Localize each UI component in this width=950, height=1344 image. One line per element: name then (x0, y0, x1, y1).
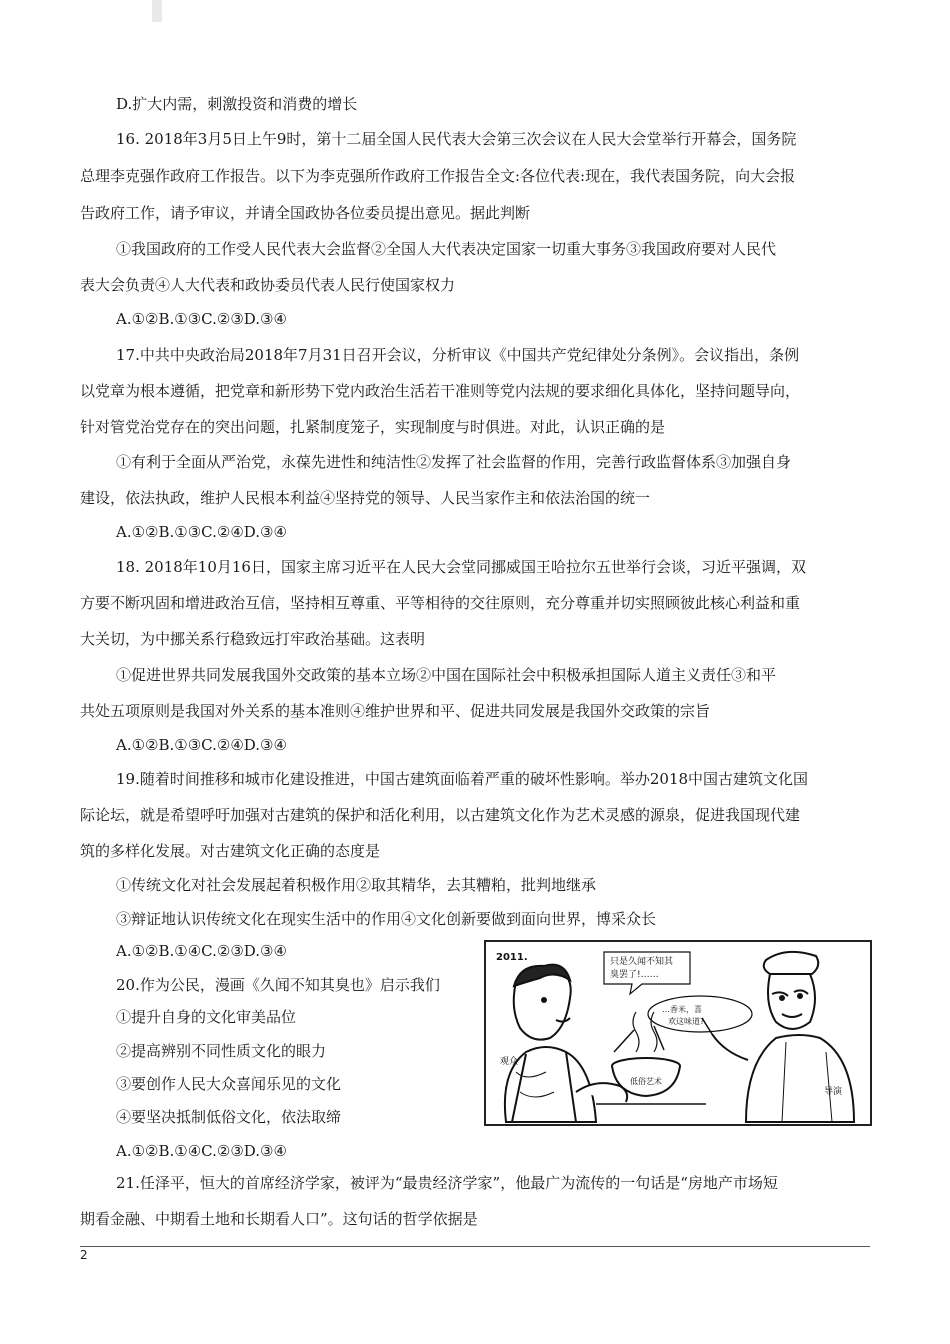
speech-bubble-2 (648, 996, 752, 1032)
page-number: 2 (80, 1248, 88, 1262)
cartoon-label-director: 导演 (824, 1087, 843, 1097)
cartoon-drawing (486, 942, 870, 1124)
bubble-1-line-2: 臭罢了!…… (610, 970, 659, 980)
question-19-statements-2: ③辩证地认识传统文化在现实生活中的作用④文化创新要做到面向世界，博采众长 (116, 910, 657, 928)
question-21-line-2: 期看金融、中期看土地和长期看人口”。这句话的哲学依据是 (80, 1210, 478, 1228)
question-19-line-1: 19.随着时间推移和城市化建设推进，中国古建筑面临着严重的破坏性影响。举办2018中国古建筑文化国 (116, 770, 809, 788)
question-19-line-3: 筑的多样化发展。对古建筑文化正确的态度是 (80, 842, 381, 860)
speech-bubble-1 (604, 952, 690, 994)
question-17-statements-1: ①有利于全面从严治党，永葆先进性和纯洁性②发挥了社会监督的作用，完善行政监督体系③加强自身 (116, 453, 792, 471)
question-16-statements-2: 表大会负责④人大代表和政协委员代表人民行使国家权力 (80, 276, 456, 294)
scan-mark (152, 0, 162, 22)
question-20-statement-1: ①提升自身的文化审美品位 (116, 1008, 297, 1026)
bubble-2-line-2: 欢这味道? (668, 1017, 705, 1026)
question-16-line-3: 告政府工作，请予审议，并请全国政协各位委员提出意见。据此判断 (80, 204, 531, 222)
question-20-statement-2: ②提高辨别不同性质文化的眼力 (116, 1042, 327, 1060)
question-18-statements-1: ①促进世界共同发展我国外交政策的基本立场②中国在国际社会中积极承担国际人道主义责任③和平 (116, 666, 777, 684)
question-17-options: A.①②B.①③C.②④D.③④ (116, 523, 287, 541)
question-17-line-3: 针对管党治党存在的突出问题，扎紧制度笼子，实现制度与时俱进。对此，认识正确的是 (80, 418, 666, 436)
question-16-line-2: 总理李克强作政府工作报告。以下为李克强所作政府工作报告全文:各位代表:现在，我代表国务院，向大会报 (80, 167, 796, 185)
question-18-line-1: 18. 2018年10月16日，国家主席习近平在人民大会堂同挪威国王哈拉尔五世举行会谈，习近平强调，双 (116, 558, 806, 576)
question-18-statements-2: 共处五项原则是我国对外关系的基本准则④维护世界和平、促进共同发展是我国外交政策的宗旨 (80, 702, 711, 720)
bubble-1-line-1: 只是久闻不知其 (610, 957, 674, 967)
footer-divider (80, 1246, 870, 1247)
question-19-statements-1: ①传统文化对社会发展起着积极作用②取其精华，去其糟粕，批判地继承 (116, 876, 597, 894)
question-17-line-2: 以党章为根本遵循，把党章和新形势下党内政治生活若干准则等党内法规的要求细化具体化，坚持问题导向， (80, 382, 801, 400)
question-20-stem: 20.作为公民，漫画《久闻不知其臭也》启示我们 (116, 976, 440, 994)
question-21-line-1: 21.任泽平，恒大的首席经济学家，被评为“最贵经济学家”，他最广为流传的一句话是“房地产市场短 (116, 1174, 778, 1192)
option-d-q15: D.扩大内需，刺激投资和消费的增长 (116, 95, 358, 113)
question-16-line-1: 16. 2018年3月5日上午9时，第十二届全国人民代表大会第三次会议在人民大会堂举行开幕会，国务院 (116, 130, 797, 148)
cartoon-illustration (484, 940, 872, 1126)
question-18-line-3: 大关切，为中挪关系行稳致远打牢政治基础。这表明 (80, 630, 426, 648)
question-17-statements-2: 建设，依法执政，维护人民根本利益④坚持党的领导、人民当家作主和依法治国的统一 (80, 489, 651, 507)
question-20-options: A.①②B.①④C.②③D.③④ (116, 1142, 287, 1160)
cartoon-label-audience: 观众 (500, 1057, 519, 1067)
audience-figure (505, 965, 627, 1122)
cartoon-year: 2011. (496, 952, 528, 963)
bubble-2-line-1: …香米，喜 (662, 1005, 702, 1014)
question-18-line-2: 方要不断巩固和增进政治互信，坚持相互尊重、平等相待的交往原则，充分尊重并切实照顾彼此核心利益和重 (80, 594, 801, 612)
question-20-statement-3: ③要创作人民大众喜闻乐见的文化 (116, 1075, 342, 1093)
question-19-options: A.①②B.①④C.②③D.③④ (116, 942, 287, 960)
question-20-statement-4: ④要坚决抵制低俗文化，依法取缔 (116, 1108, 342, 1126)
question-17-line-1: 17.中共中央政治局2018年7月31日召开会议，分析审议《中国共产党纪律处分条例》。会议指出，条例 (116, 346, 800, 364)
question-18-options: A.①②B.①③C.②④D.③④ (116, 736, 287, 754)
cartoon-label-bowl: 低俗艺术 (630, 1077, 662, 1086)
question-16-options: A.①②B.①③C.②③D.③④ (116, 310, 287, 328)
question-19-line-2: 际论坛，就是希望呼吁加强对古建筑的保护和活化利用，以古建筑文化作为艺术灵感的源泉，促进我国现代建 (80, 806, 801, 824)
question-16-statements-1: ①我国政府的工作受人民代表大会监督②全国人大代表决定国家一切重大事务③我国政府要对人民代 (116, 240, 777, 258)
